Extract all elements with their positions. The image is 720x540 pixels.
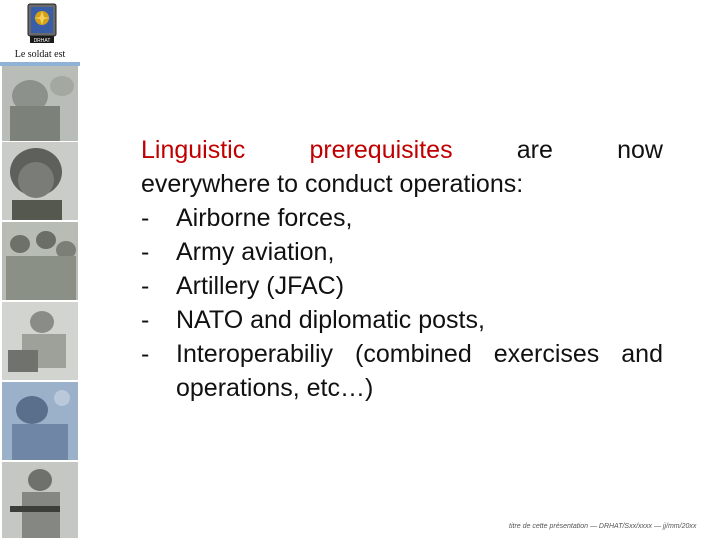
list-item [141, 303, 663, 337]
list-item [141, 337, 663, 405]
bullet-dash: - [141, 340, 150, 368]
soldier-photo [2, 382, 78, 460]
soldier-photo [2, 462, 78, 538]
bullet-text: Interoperabiliy (combined exercises and operations, etc…) [176, 340, 663, 402]
slide-body [141, 133, 663, 405]
bullet-text: Airborne forces, [176, 204, 353, 232]
bullet-text: Artillery (JFAC) [176, 272, 345, 300]
soldier-photo [2, 302, 78, 380]
bullet-list [141, 201, 663, 405]
sidebar [0, 0, 80, 540]
intro-word-now: now [617, 136, 663, 164]
bullet-dash: - [141, 238, 150, 266]
intro-line-1 [141, 133, 663, 167]
bullet-dash: - [141, 306, 150, 334]
bullet-text: Army aviation, [176, 238, 335, 266]
motto-line-1: Le soldat est [14, 49, 66, 60]
intro-line-2: everywhere to conduct operations: [141, 170, 524, 198]
list-item [141, 201, 663, 235]
bullet-dash: - [141, 272, 150, 300]
intro-word-prerequisites: prerequisites [309, 136, 453, 164]
footer-text: titre de cette présentation — DRHAT/Sxx/xxxx — jj/mm/20xx [509, 523, 697, 530]
list-item [141, 235, 663, 269]
soldier-photo [2, 142, 78, 220]
bullet-text: NATO and diplomatic posts, [176, 306, 485, 334]
soldier-photo [2, 222, 78, 300]
intro-word-are: are [516, 136, 553, 164]
soldier-photo [2, 66, 78, 141]
intro-word-linguistic: Linguistic [141, 136, 246, 164]
drhat-logo [27, 3, 57, 45]
bullet-dash: - [141, 204, 150, 232]
logo-text: DRHAT [33, 38, 51, 44]
list-item [141, 269, 663, 303]
